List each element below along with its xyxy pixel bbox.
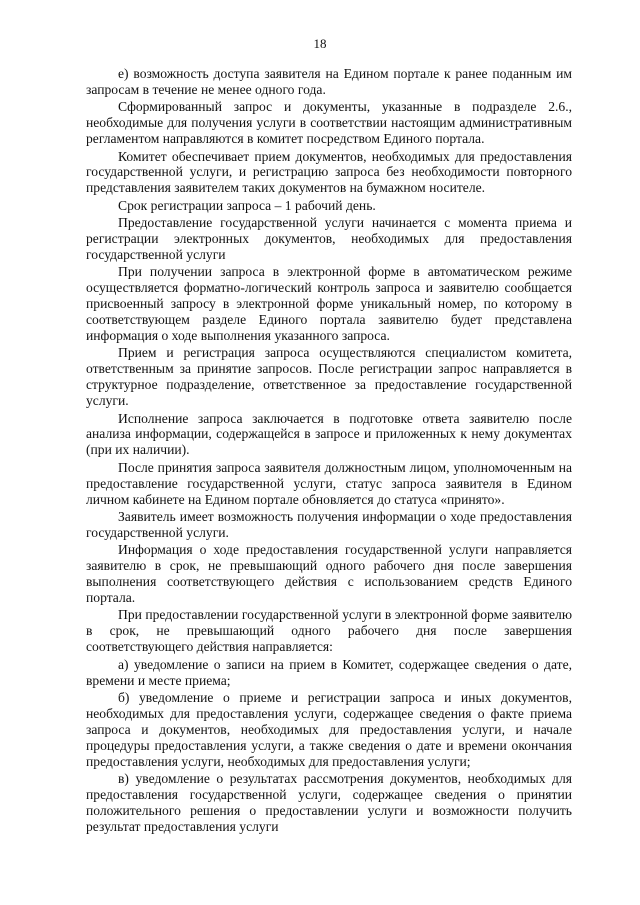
document-body	[86, 66, 572, 836]
paragraph-7: Прием и регистрация запроса осуществляются специалистом комитета, ответственным за принятие запросов. После регистрации запрос направляется в структурное подразделение, ответственное за предоставление государственной услуги.	[86, 345, 572, 409]
paragraph-9: После принятия запроса заявителя должностным лицом, уполномоченным на предоставление государственной услуги, статус запроса заявителя в Едином личном кабинете на Едином портале обновляется до статуса «принято».	[86, 459, 572, 507]
paragraph-3: Комитет обеспечивает прием документов, необходимых для предоставления государственной услуги, и регистрацию запроса без необходимости повторного представления заявителем таких документов на бумажном носителе.	[86, 148, 572, 196]
paragraph-11: Информация о ходе предоставления государственной услуги направляется заявителю в срок, не превышающий одного рабочего дня после завершения выполнения соответствующего действия с использованием средств Единого портала.	[86, 542, 572, 605]
paragraph-8: Исполнение запроса заключается в подготовке ответа заявителю после анализа информации, содержащейся в запросе и приложенных к нему документах (при их наличии).	[86, 410, 572, 458]
paragraph-13: а) уведомление о записи на прием в Комитет, содержащее сведения о дате, времени и месте приема;	[86, 656, 572, 688]
paragraph-4: Срок регистрации запроса – 1 рабочий день.	[118, 197, 376, 213]
paragraph-6: При получении запроса в электронной форме в автоматическом режиме осуществляется форматно-логический контроль запроса и заявителю сообщается присвоенный запросу в электронной форме уникальный номер, по которому в соответствующем разделе Единого портала заявителю будет представлена информация о ходе выполнения указанного запроса.	[86, 264, 572, 343]
page-number: 18	[313, 36, 327, 51]
paragraph-15: в) уведомление о результатах рассмотрения документов, необходимых для предоставления государственной услуги, содержащее сведения о принятии положительного решения о предоставлении услуги и возможности получить результат предоставления услуги	[86, 770, 572, 834]
paragraph-12: При предоставлении государственной услуги в электронной форме заявителю в срок, не превышающий одного рабочего дня после завершения соответствующего действия направляется:	[86, 607, 572, 655]
paragraph-2: Сформированный запрос и документы, указанные в подразделе 2.6., необходимые для получения услуги в соответствии настоящим административным регламентом направляются в комитет посредством Единого портала.	[86, 99, 572, 147]
paragraph-1: е) возможность доступа заявителя на Едином портале к ранее поданным им запросам в течение не менее одного года.	[86, 66, 572, 97]
paragraph-5: Предоставление государственной услуги начинается с момента приема и регистрации электронных документов, необходимых для предоставления государственной услуги	[86, 215, 572, 262]
paragraph-10: Заявитель имеет возможность получения информации о ходе предоставления государственной услуги.	[86, 508, 572, 540]
paragraph-14: б) уведомление о приеме и регистрации запроса и иных документов, необходимых для предоставления услуги, содержащее сведения о факте приема запроса и документов, необходимых для предоставления услуги, и начале процедуры предоставления услуги, а также сведения о дате и времени окончания предоставления услуги, необходимых для предоставления услуги;	[86, 689, 572, 769]
